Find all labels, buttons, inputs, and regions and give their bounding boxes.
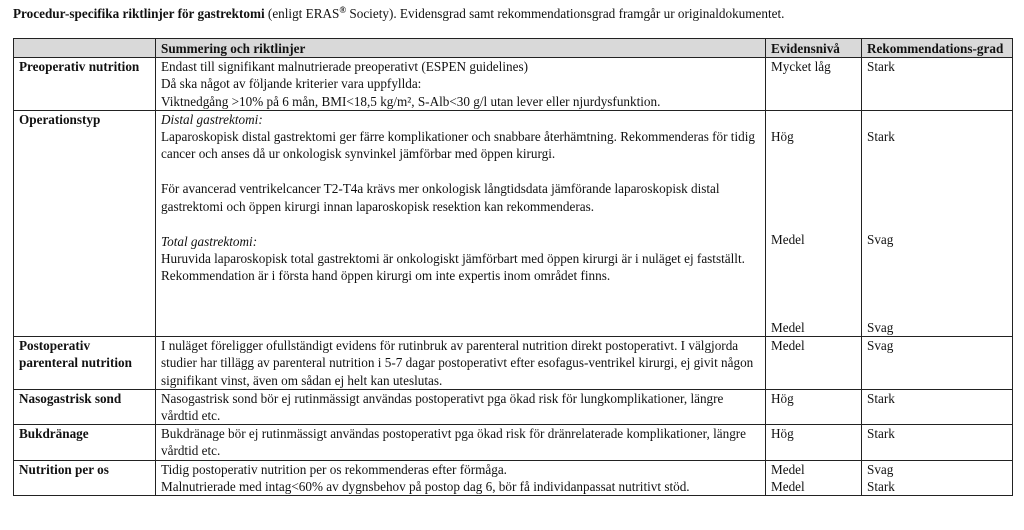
caption-post: Society). Evidensgrad samt rekommendationsgrad framgår ur originaldokumentet. (346, 6, 785, 21)
evidence-value: Medel (771, 461, 805, 477)
subsection-heading: Distal gastrektomi: (161, 111, 263, 127)
header-recommendation: Rekommendations-grad (862, 39, 1013, 58)
table-row (14, 58, 1013, 111)
row-grade: Stark (862, 425, 1013, 460)
row-evidence (766, 460, 862, 495)
summary-line: Då ska något av följande kriterier vara uppfyllda: (161, 76, 422, 92)
guidelines-table (13, 38, 1013, 496)
row-label: Nutrition per os (14, 460, 156, 495)
header-summary: Summering och riktlinjer (156, 39, 766, 58)
row-grade (862, 460, 1013, 495)
row-label: Bukdränage (14, 425, 156, 460)
row-summary: Nasogastrisk sond bör ej rutinmässigt användas postoperativt pga ökad risk för lungkomplikationer, längre vårdtid etc. (156, 389, 766, 424)
caption-pre: (enligt ERAS (264, 6, 340, 21)
header-empty (14, 39, 156, 58)
row-summary (156, 110, 766, 336)
evidence-value: Medel (771, 232, 805, 248)
caption-title: Procedur-specifika riktlinjer för gastrektomi (13, 6, 265, 21)
grade-value: Svag (867, 461, 894, 477)
table-row (14, 337, 1013, 390)
row-evidence: Hög (766, 425, 862, 460)
row-evidence: Medel (766, 337, 862, 390)
row-evidence: Hög (766, 389, 862, 424)
caption-registered-mark: ® (339, 5, 347, 15)
row-grade: Stark (862, 389, 1013, 424)
row-grade (862, 110, 1013, 336)
grade-value: Svag (867, 320, 894, 335)
grade-value: Stark (867, 129, 895, 144)
evidence-value: Hög (771, 129, 794, 144)
table-row (14, 389, 1013, 424)
subsection-heading: Total gastrektomi: (161, 233, 258, 249)
summary-paragraph: Malnutrierade med intag<60% av dygnsbehov på postop dag 6, bör få individanpassat nutritivt stöd. (161, 478, 690, 494)
summary-paragraph: Laparoskopisk distal gastrektomi ger färre komplikationer och snabbare återhämtning. Rekommenderas för tidig cancer och anses då ur onkologisk synvinkel jämförbar med öppen kirurgi. (161, 129, 755, 162)
row-label: Operationstyp (14, 110, 156, 336)
row-label: Nasogastrisk sond (14, 389, 156, 424)
table-row (14, 425, 1013, 460)
row-grade: Svag (862, 337, 1013, 390)
summary-paragraph: För avancerad ventrikelcancer T2-T4a krävs mer onkologisk långtidsdata jämförande laparoskopisk distal gastrektomi och öppen kirurgi innan laparoskopisk resektion kan rekommenderas. (161, 181, 720, 214)
row-summary: I nuläget föreligger ofullständigt evidens för rutinbruk av parenteral nutrition direkt postoperativt. I välgjorda studier har tillägg av parenteral nutrition i 5-7 dagar postoperativt efter esofagus-ventrikel kirurgi, ej givit någon signifikant vinst, även om sådan ej helt kan uteslutas. (156, 337, 766, 390)
header-evidence: Evidensnivå (766, 39, 862, 58)
summary-line: Endast till signifikant malnutrierade preoperativt (ESPEN guidelines) (161, 59, 528, 75)
summary-line: Tidig postoperativ nutrition per os rekommenderas efter förmåga. (161, 461, 507, 477)
table-caption (13, 6, 1013, 22)
summary-line: Viktnedgång >10% på 6 mån, BMI<18,5 kg/m², S-Alb<30 g/l utan lever eller njurdysfunktion. (161, 93, 661, 109)
evidence-value: Medel (771, 478, 805, 494)
row-summary (156, 58, 766, 111)
evidence-value: Medel (771, 320, 805, 335)
header-row (14, 39, 1013, 58)
table-row (14, 110, 1013, 336)
row-evidence: Mycket låg (766, 58, 862, 111)
row-label: Postoperativ parenteral nutrition (14, 337, 156, 390)
row-summary: Bukdränage bör ej rutinmässigt användas postoperativt pga ökad risk för dränrelaterade komplikationer, längre vårdtid etc. (156, 425, 766, 460)
row-grade: Stark (862, 58, 1013, 111)
grade-value: Svag (867, 232, 894, 248)
row-evidence (766, 110, 862, 336)
row-summary (156, 460, 766, 495)
grade-value: Stark (867, 478, 895, 494)
summary-paragraph: Huruvida laparoskopisk total gastrektomi är onkologiskt jämförbart med öppen kirurgi är i nuläget ej fastställt. Rekommendation är i första hand öppen kirurgi om inte expertis inom området finns. (161, 251, 745, 284)
row-label: Preoperativ nutrition (14, 58, 156, 111)
table-row (14, 460, 1013, 495)
